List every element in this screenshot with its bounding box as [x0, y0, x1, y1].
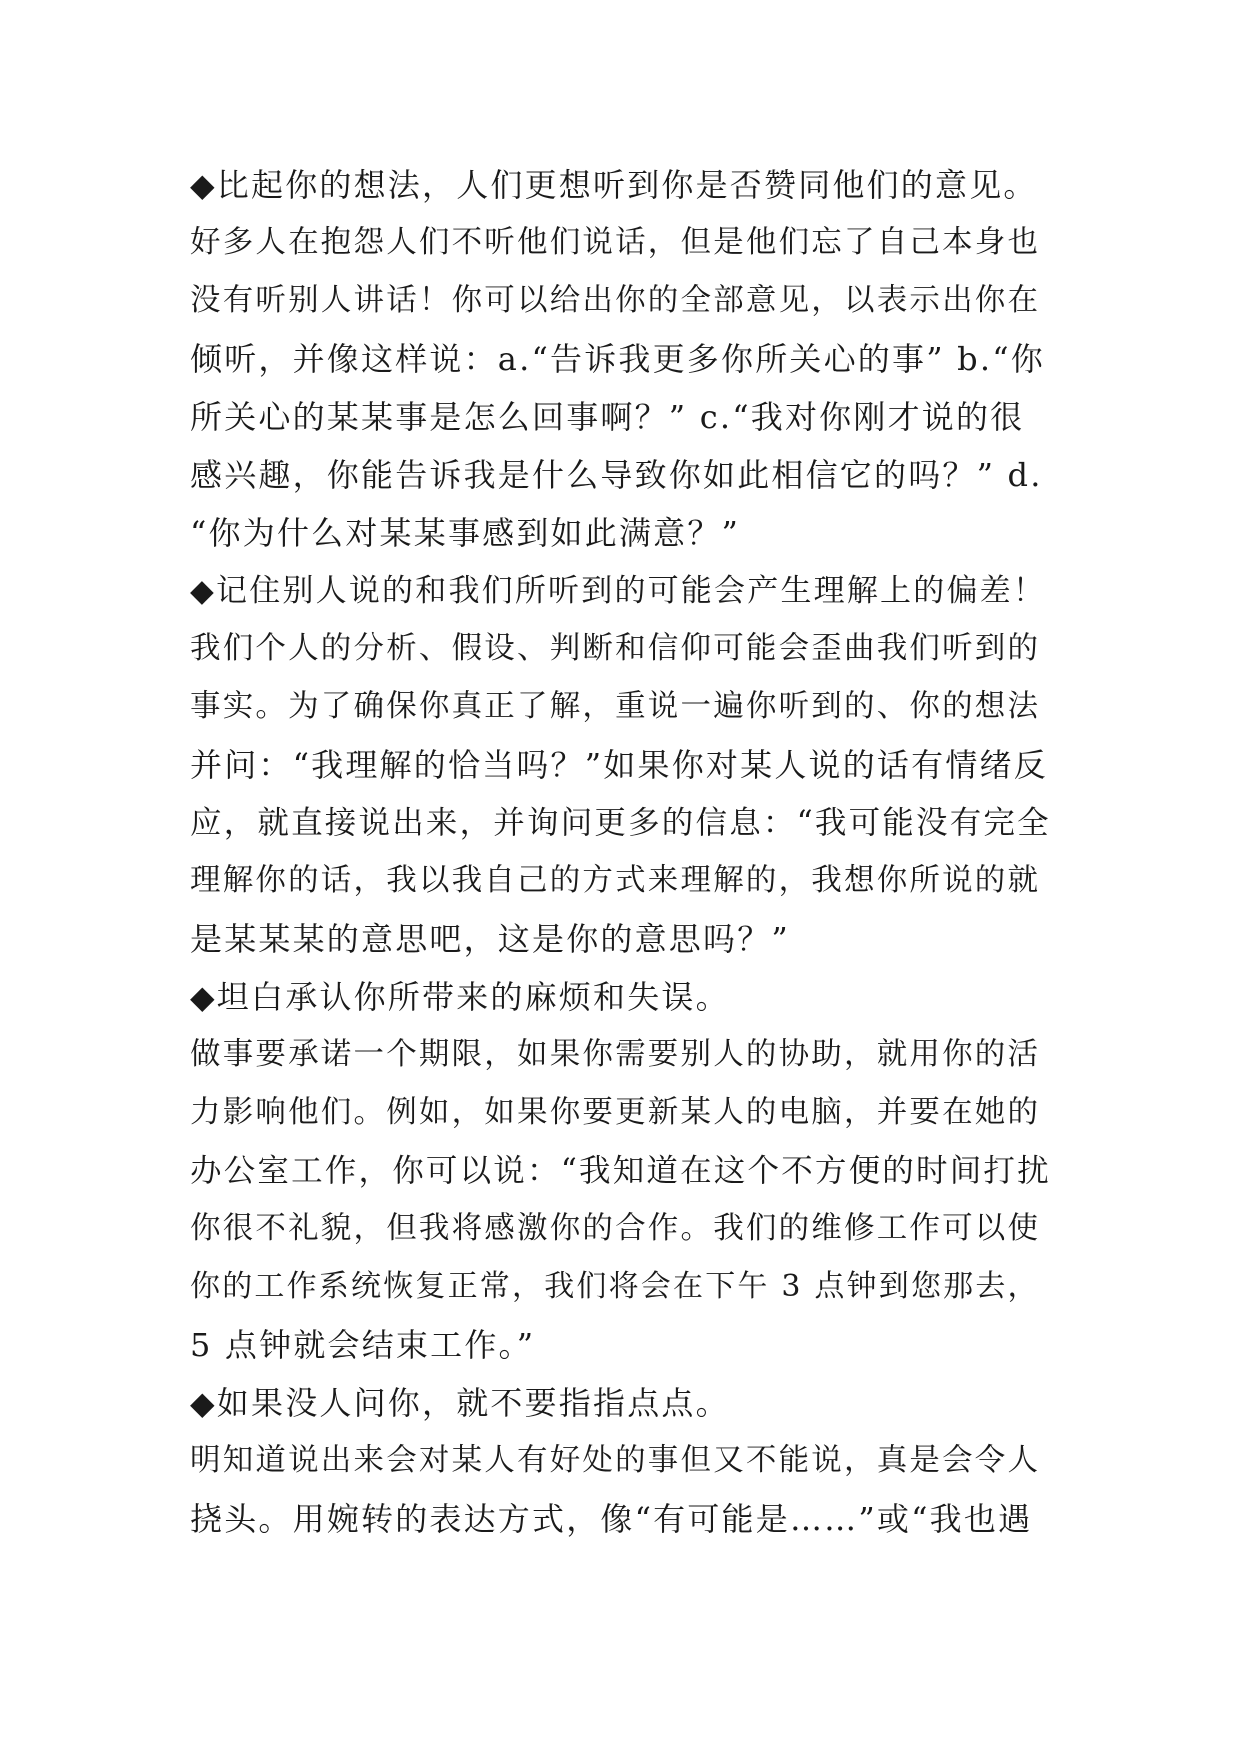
- text-line: 力影响他们。例如，如果你要更新某人的电脑，并要在她的: [190, 1095, 1041, 1130]
- text-line: ◆坦白承认你所带来的麻烦和失误。: [190, 978, 730, 1016]
- text-line: 是某某某的意思吧，这是你的意思吗？”: [190, 920, 790, 958]
- text-line: 理解你的话，我以我自己的方式来理解的，我想你所说的就: [190, 863, 1041, 898]
- text-line: 并问：“我理解的恰当吗？”如果你对某人说的话有情绪反: [190, 746, 1048, 784]
- text-line: 挠头。用婉转的表达方式，像“有可能是……”或“我也遇: [190, 1500, 1033, 1538]
- text-line: 应，就直接说出来，并询问更多的信息：“我可能没有完全: [190, 805, 1051, 841]
- text-line: ◆记住别人说的和我们所听到的可能会产生理解上的偏差！: [190, 573, 1047, 609]
- text-line: 办公室工作，你可以说：“我知道在这个不方便的时间打扰: [190, 1153, 1051, 1189]
- text-line: 做事要承诺一个期限，如果你需要别人的协助，就用你的活: [190, 1037, 1041, 1072]
- text-line: 你的工作系统恢复正常，我们将会在下午 3 点钟到您那去，: [190, 1269, 1040, 1304]
- text-line: 我们个人的分析、假设、判断和信仰可能会歪曲我们听到的: [190, 631, 1041, 666]
- text-line: ◆比起你的想法，人们更想听到你是否赞同他们的意见。: [190, 166, 1038, 204]
- text-line: 倾听，并像这样说：a.“告诉我更多你所关心的事” b.“你: [190, 340, 1045, 378]
- text-line: 没有听别人讲话！你可以给出你的全部意见，以表示出你在: [190, 283, 1041, 318]
- text-line: 好多人在抱怨人们不听他们说话，但是他们忘了自己本身也: [190, 225, 1041, 260]
- text-line: 事实。为了确保你真正了解，重说一遍你听到的、你的想法: [190, 689, 1041, 724]
- text-line: 5 点钟就会结束工作。”: [190, 1326, 536, 1364]
- text-line: 所关心的某某事是怎么回事啊？” c.“我对你刚才说的很: [190, 398, 1025, 436]
- text-line: 明知道说出来会对某人有好处的事但又不能说，真是会令人: [190, 1443, 1041, 1478]
- text-line: ◆如果没人问你，就不要指指点点。: [190, 1384, 730, 1422]
- text-line: “你为什么对某某事感到如此满意？”: [190, 514, 741, 552]
- text-line: 你很不礼貌，但我将感激你的合作。我们的维修工作可以使: [190, 1211, 1041, 1246]
- text-line: 感兴趣，你能告诉我是什么导致你如此相信它的吗？” d.: [190, 456, 1043, 494]
- document-body: [190, 156, 1050, 1548]
